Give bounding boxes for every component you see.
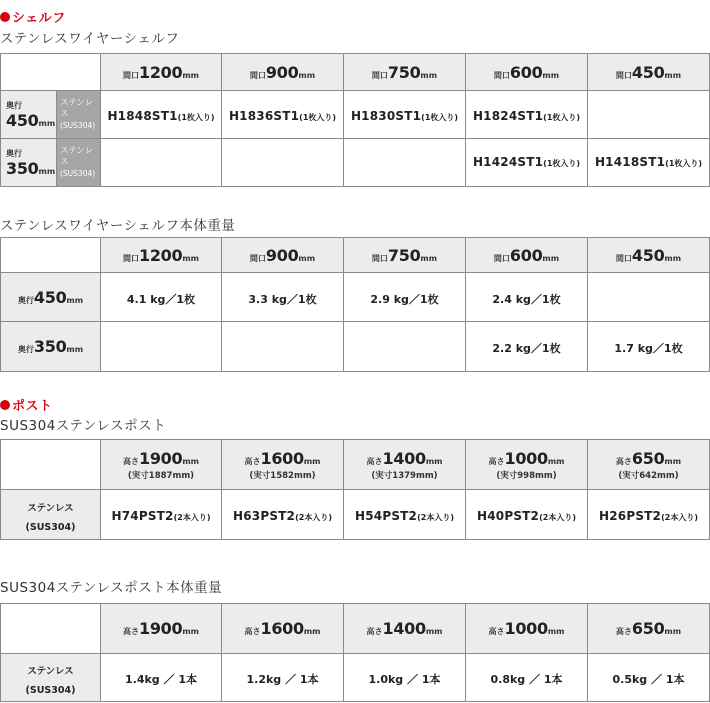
post-header-row [1, 440, 710, 490]
shelf-subtitle: ステンレスワイヤーシェルフ [0, 31, 180, 47]
weight-cell: 2.2 kg／1枚 [466, 322, 588, 372]
product-cell: H40PST2(2本入り) [466, 490, 588, 540]
weight-cell: 0.8kg ／ 1本 [466, 654, 588, 702]
product-cell [101, 139, 222, 187]
width-header: 間口450mm [588, 54, 710, 91]
weight-cell [222, 322, 344, 372]
product-cell [222, 139, 344, 187]
product-cell: H54PST2(2本入り) [344, 490, 466, 540]
corner-cell [1, 440, 101, 490]
row-label-cell: ステンレス (SUS304) [1, 654, 101, 702]
width-header: 間口900mm [222, 54, 344, 91]
table-row [1, 322, 710, 372]
weight-cell: 1.7 kg／1枚 [588, 322, 710, 372]
corner-cell [1, 54, 101, 91]
width-header: 間口750mm [344, 238, 466, 273]
product-cell: H26PST2(2本入り) [588, 490, 710, 540]
height-header: 高さ1900mm [101, 604, 222, 654]
height-header: 高さ1000mm (実寸998mm) [466, 440, 588, 490]
width-header: 間口1200mm [101, 238, 222, 273]
table-row [1, 139, 710, 187]
weight-cell: 3.3 kg／1枚 [222, 273, 344, 322]
post-weight-table [0, 603, 710, 702]
product-cell: H1848ST1(1枚入り) [101, 91, 222, 139]
post-section-title: ポスト [0, 395, 53, 414]
depth-header: 奥行 350mm [1, 139, 57, 187]
post-weight-subtitle: SUS304ステンレスポスト本体重量 [0, 580, 223, 596]
width-header: 間口1200mm [101, 54, 222, 91]
weight-cell: 4.1 kg／1枚 [101, 273, 222, 322]
shelf-table [0, 53, 710, 187]
product-cell: H1836ST1(1枚入り) [222, 91, 344, 139]
height-header: 高さ1000mm [466, 604, 588, 654]
product-cell: H1418ST1(1枚入り) [588, 139, 710, 187]
weight-cell: 0.5kg ／ 1本 [588, 654, 710, 702]
shelf-header-row [1, 54, 710, 91]
product-cell: H1830ST1(1枚入り) [344, 91, 466, 139]
weight-cell: 1.4kg ／ 1本 [101, 654, 222, 702]
table-row [1, 273, 710, 322]
product-cell: H1424ST1(1枚入り) [466, 139, 588, 187]
depth-header: 奥行450mm [1, 273, 101, 322]
height-header: 高さ1600mm [222, 604, 344, 654]
width-header: 間口600mm [466, 54, 588, 91]
product-cell: H63PST2(2本入り) [222, 490, 344, 540]
height-header: 高さ1600mm (実寸1582mm) [222, 440, 344, 490]
depth-header: 奥行 450mm [1, 91, 57, 139]
height-header: 高さ1400mm [344, 604, 466, 654]
product-cell [344, 139, 466, 187]
shelf-weight-header-row [1, 238, 710, 273]
weight-cell: 1.2kg ／ 1本 [222, 654, 344, 702]
height-header: 高さ650mm [588, 604, 710, 654]
weight-cell [101, 322, 222, 372]
table-row [1, 654, 710, 702]
corner-cell [1, 604, 101, 654]
product-cell: H74PST2(2本入り) [101, 490, 222, 540]
width-header: 間口600mm [466, 238, 588, 273]
post-subtitle: SUS304ステンレスポスト [0, 418, 167, 434]
row-label-cell: ステンレス (SUS304) [1, 490, 101, 540]
weight-cell: 2.4 kg／1枚 [466, 273, 588, 322]
material-cell: ステンレス (SUS304) [57, 139, 101, 187]
shelf-weight-table [0, 237, 710, 372]
red-dot-icon [0, 12, 10, 22]
width-header: 間口900mm [222, 238, 344, 273]
height-header: 高さ1400mm (実寸1379mm) [344, 440, 466, 490]
table-row [1, 490, 710, 540]
corner-cell [1, 238, 101, 273]
weight-cell: 2.9 kg／1枚 [344, 273, 466, 322]
weight-cell [588, 273, 710, 322]
weight-cell [344, 322, 466, 372]
product-cell: H1824ST1(1枚入り) [466, 91, 588, 139]
width-header: 間口750mm [344, 54, 466, 91]
material-cell: ステンレス (SUS304) [57, 91, 101, 139]
shelf-weight-subtitle: ステンレスワイヤーシェルフ本体重量 [0, 218, 236, 234]
table-row [1, 91, 710, 139]
shelf-section-title: シェルフ [0, 7, 66, 26]
width-header: 間口450mm [588, 238, 710, 273]
height-header: 高さ650mm (実寸642mm) [588, 440, 710, 490]
post-table [0, 439, 710, 540]
post-weight-header-row [1, 604, 710, 654]
height-header: 高さ1900mm (実寸1887mm) [101, 440, 222, 490]
product-cell [588, 91, 710, 139]
depth-header: 奥行350mm [1, 322, 101, 372]
weight-cell: 1.0kg ／ 1本 [344, 654, 466, 702]
red-dot-icon [0, 400, 10, 410]
